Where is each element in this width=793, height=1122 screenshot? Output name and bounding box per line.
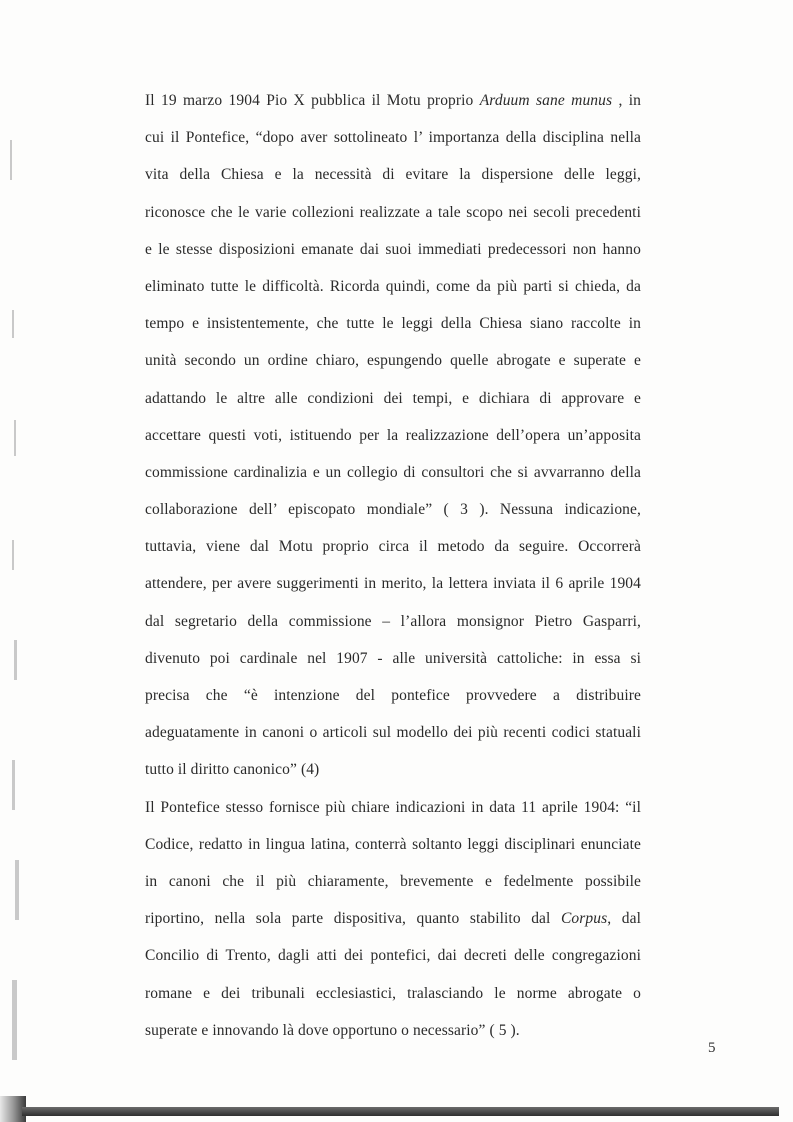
text-line bbox=[145, 380, 641, 417]
text-line bbox=[145, 231, 641, 268]
text-line bbox=[145, 417, 641, 454]
scan-edge-bar bbox=[22, 1107, 779, 1116]
text-line bbox=[145, 268, 641, 305]
text-line bbox=[145, 789, 641, 826]
text-run: tuttavia, viene dal Motu proprio circa il metodo da seguire. Occorrerà bbox=[145, 538, 641, 556]
text-line bbox=[145, 156, 641, 193]
italic-title: Arduum sane munus bbox=[479, 92, 613, 109]
scan-bottom-edge bbox=[0, 1096, 793, 1122]
text-line bbox=[145, 491, 641, 528]
text-run: , dal bbox=[607, 910, 641, 928]
text-run: adeguatamente in canoni o articoli sul modello dei più recenti codici statuali bbox=[145, 724, 641, 742]
text-line bbox=[145, 454, 641, 491]
text-run: tempo e insistentemente, che tutte le leggi della Chiesa siano raccolte in bbox=[145, 315, 641, 333]
italic-title: Corpus bbox=[560, 910, 608, 928]
text-run: tutto il diritto canonico” (4) bbox=[145, 761, 320, 779]
text-run: adattando le altre alle condizioni dei tempi, e dichiara di approvare e bbox=[145, 389, 641, 407]
text-line bbox=[145, 1012, 641, 1049]
paragraph-2 bbox=[145, 789, 641, 1049]
paragraph-1 bbox=[145, 82, 641, 789]
text-run: riportino, nella sola parte dispositiva, quanto stabilito dal bbox=[145, 910, 561, 928]
text-run: unità secondo un ordine chiaro, espungendo quelle abrogate e superate e bbox=[145, 352, 641, 370]
text-run: vita della Chiesa e la necessità di evitare la dispersione delle leggi, bbox=[145, 166, 641, 184]
text-run: commissione cardinalizia e un collegio di consultori che si avvarranno della bbox=[145, 463, 641, 481]
text-line bbox=[145, 82, 641, 119]
text-run: riconosce che le varie collezioni realizzate a tale scopo nei secoli precedenti bbox=[145, 203, 641, 221]
text-run: Il Pontefice stesso fornisce più chiare indicazioni in data 11 aprile 1904: “il bbox=[145, 798, 641, 816]
text-line bbox=[145, 975, 641, 1012]
text-run: precisa che “è intenzione del pontefice provvedere a distribuire bbox=[145, 687, 641, 704]
text-line bbox=[145, 863, 641, 900]
text-line bbox=[145, 714, 641, 751]
text-line bbox=[145, 751, 641, 788]
page-number: 5 bbox=[708, 1040, 716, 1056]
text-run: , in bbox=[612, 92, 641, 109]
text-run: cui il Pontefice, “dopo aver sottolineato l’ importanza della disciplina nella bbox=[145, 129, 641, 147]
text-run: accettare questi voti, istituendo per la realizzazione dell’opera un’apposita bbox=[145, 426, 641, 444]
text-run: romane e dei tribunali ecclesiastici, tralasciando le norme abrogate o bbox=[145, 984, 641, 1002]
text-run: Concilio di Trento, dagli atti dei pontefici, dai decreti delle congregazioni bbox=[145, 947, 641, 965]
text-run: Il 19 marzo 1904 Pio X pubblica il Motu proprio bbox=[145, 92, 480, 109]
text-line bbox=[145, 305, 641, 342]
text-line bbox=[145, 194, 641, 231]
text-line bbox=[145, 119, 641, 156]
scan-margin-marks bbox=[0, 120, 30, 1120]
text-line bbox=[145, 900, 641, 937]
text-line bbox=[145, 342, 641, 379]
text-line bbox=[145, 826, 641, 863]
text-line bbox=[145, 640, 641, 677]
text-run: divenuto poi cardinale nel 1907 - alle università cattoliche: in essa si bbox=[145, 649, 641, 667]
text-run: dal segretario della commissione – l’allora monsignor Pietro Gasparri, bbox=[145, 612, 641, 630]
text-run: attendere, per avere suggerimenti in merito, la lettera inviata il 6 aprile 1904 bbox=[145, 575, 641, 593]
text-run: Codice, redatto in lingua latina, conterrà soltanto leggi disciplinari enunciate bbox=[145, 835, 641, 853]
text-line bbox=[145, 937, 641, 974]
text-run: in canoni che il più chiaramente, brevemente e fedelmente possibile bbox=[145, 872, 641, 890]
body-text bbox=[145, 82, 641, 1049]
text-line bbox=[145, 565, 641, 602]
text-line bbox=[145, 677, 641, 714]
text-run: e le stesse disposizioni emanate dai suoi immediati predecessori non hanno bbox=[145, 240, 641, 258]
text-run: eliminato tutte le difficoltà. Ricorda quindi, come da più parti si chieda, da bbox=[145, 277, 641, 295]
text-run: collaborazione dell’ episcopato mondiale” ( 3 ). Nessuna indicazione, bbox=[145, 501, 641, 519]
text-run: superate e innovando là dove opportuno o necessario” ( 5 ). bbox=[145, 1021, 520, 1039]
text-line bbox=[145, 528, 641, 565]
text-line bbox=[145, 603, 641, 640]
